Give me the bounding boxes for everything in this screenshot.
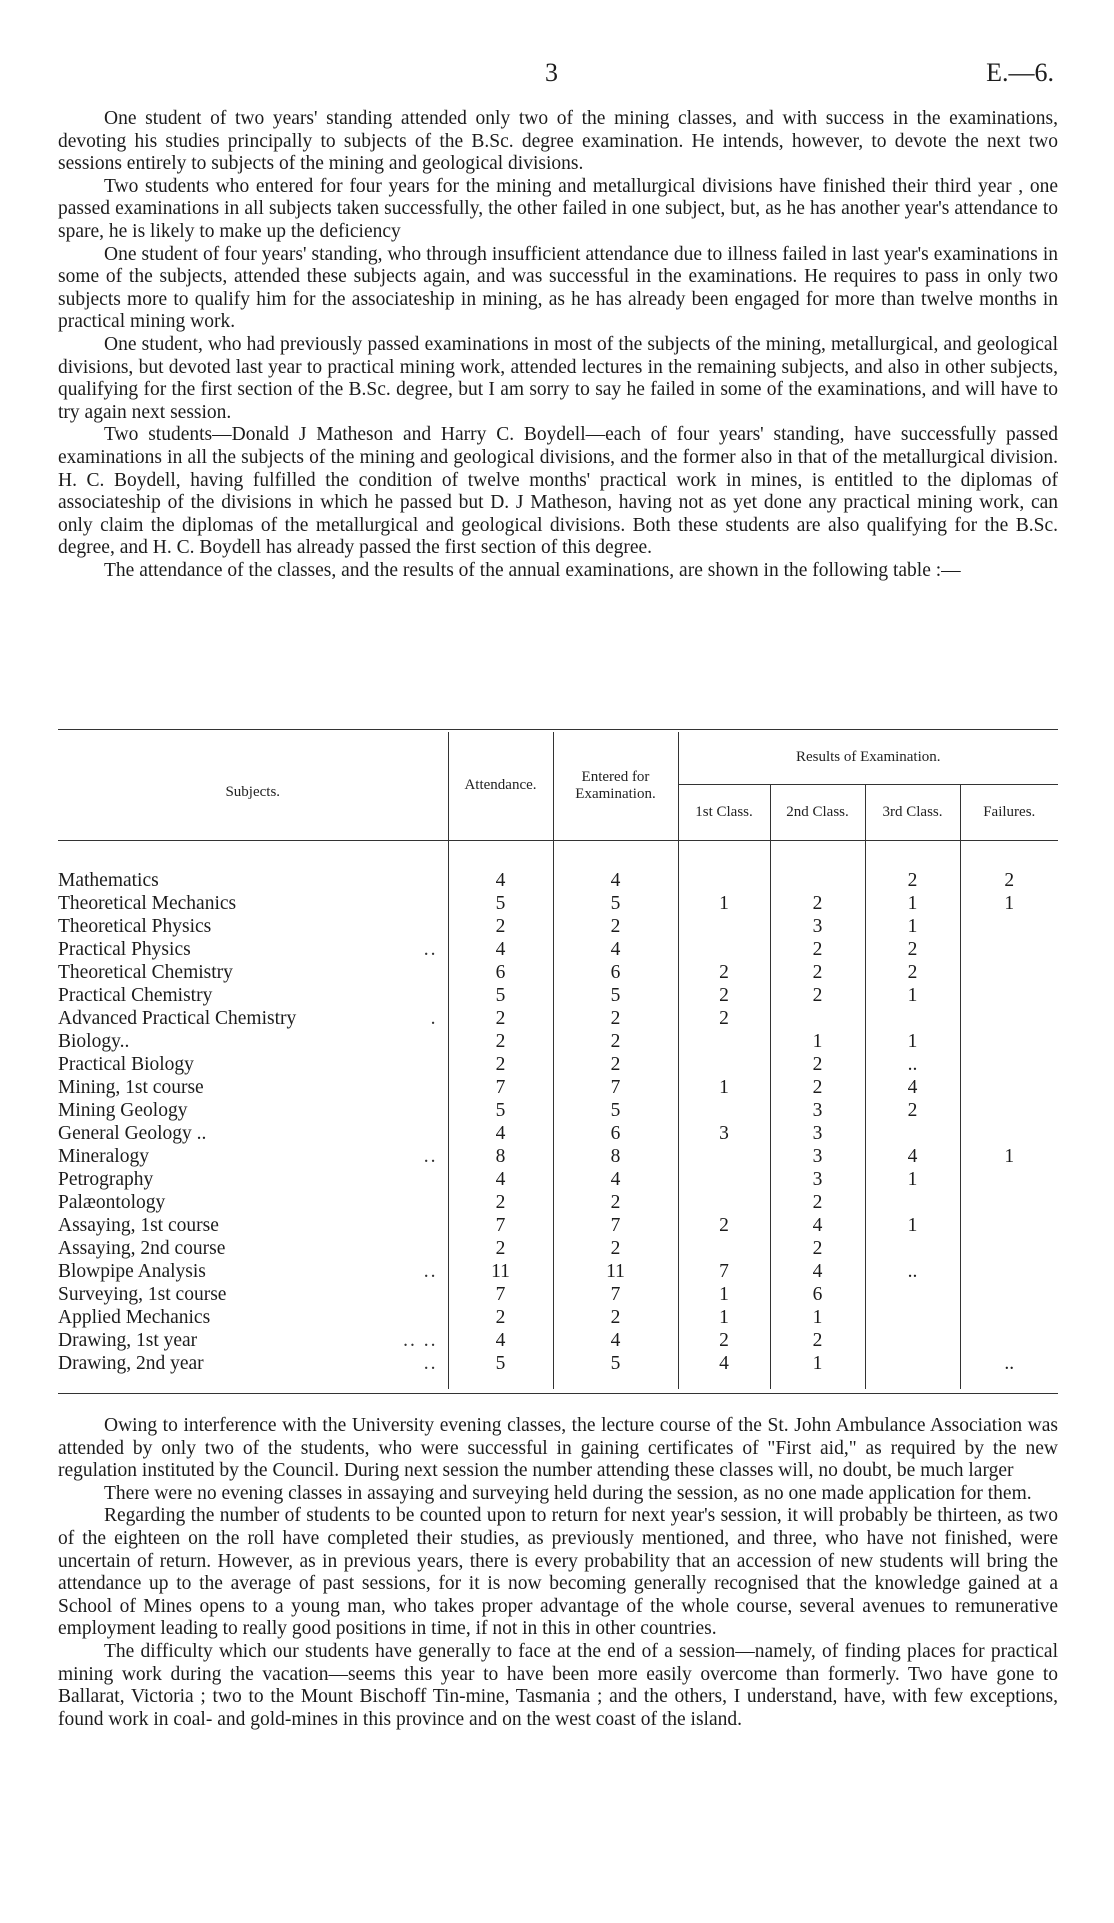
- failures-cell: ..: [960, 1352, 1058, 1389]
- subject-name: Palæontology: [58, 1191, 166, 1213]
- subject-name: Drawing, 2nd year: [58, 1352, 204, 1374]
- page-header: [0, 50, 1114, 90]
- failures-cell: [960, 1099, 1058, 1122]
- table-row: [58, 1260, 1058, 1283]
- table-row: [58, 869, 1058, 892]
- attendance-cell: 5: [448, 1352, 553, 1389]
- first-cell: 2: [678, 961, 770, 984]
- subject-cell: [58, 938, 448, 961]
- header-subjects: Subjects.: [58, 732, 448, 840]
- second-cell: 2: [770, 984, 865, 1007]
- second-cell: 2: [770, 938, 865, 961]
- entered-cell: 5: [553, 1099, 678, 1122]
- paragraph: Two students—Donald J Matheson and Harry C. Boydell—each of four years' standing, have successfully passed examinations in all the subjects of the mining and geological divisions, and the former also in that of the metallurgical division. H. C. Boydell, having fulfilled the condition of twelve months' practical work in mines, is entitled to the diplomas of associateship of the divisions in which he passed but D. J Matheson, having not as yet done any practical mining work, can only claim the diplomas of the metallurgical and geological divisions. Both these students are also qualifying for the B.Sc. degree, and H. C. Boydell has already passed the first section of this degree.: [58, 424, 1058, 559]
- first-cell: 1: [678, 892, 770, 915]
- failures-cell: [960, 1007, 1058, 1030]
- entered-cell: 4: [553, 1329, 678, 1352]
- entered-cell: 2: [553, 1007, 678, 1030]
- first-cell: 4: [678, 1352, 770, 1389]
- subject-cell: [58, 869, 448, 892]
- subject-cell: [58, 1099, 448, 1122]
- paragraph: The attendance of the classes, and the results of the annual examinations, are shown in the following table :—: [104, 559, 961, 581]
- second-cell: 2: [770, 1237, 865, 1260]
- subject-cell: [58, 1191, 448, 1214]
- third-cell: [865, 1007, 960, 1030]
- third-cell: [865, 1191, 960, 1214]
- table-row: [58, 892, 1058, 915]
- third-cell: 2: [865, 869, 960, 892]
- second-cell: 1: [770, 1306, 865, 1329]
- failures-cell: [960, 1237, 1058, 1260]
- second-cell: 1: [770, 1030, 865, 1053]
- leader-dots: .. ..: [403, 1329, 438, 1351]
- subject-name: Petrography: [58, 1168, 154, 1190]
- first-cell: [678, 915, 770, 938]
- entered-cell: 11: [553, 1260, 678, 1283]
- attendance-cell: 4: [448, 869, 553, 892]
- failures-cell: [960, 1076, 1058, 1099]
- attendance-cell: 2: [448, 915, 553, 938]
- attendance-cell: 2: [448, 1237, 553, 1260]
- failures-cell: 1: [960, 1145, 1058, 1168]
- first-cell: 1: [678, 1283, 770, 1306]
- third-cell: 1: [865, 1168, 960, 1191]
- subject-name: General Geology ..: [58, 1122, 207, 1144]
- third-cell: [865, 1329, 960, 1352]
- third-cell: [865, 1122, 960, 1145]
- subject-cell: [58, 1030, 448, 1053]
- subject-name: Drawing, 1st year: [58, 1329, 198, 1351]
- failures-cell: [960, 1191, 1058, 1214]
- second-cell: 2: [770, 1329, 865, 1352]
- first-cell: [678, 1145, 770, 1168]
- table-row: [58, 1191, 1058, 1214]
- table-row: [58, 961, 1058, 984]
- table-row: [58, 1214, 1058, 1237]
- subject-cell: [58, 1306, 448, 1329]
- third-cell: 2: [865, 1099, 960, 1122]
- third-cell: [865, 1306, 960, 1329]
- table-row: [58, 1030, 1058, 1053]
- entered-cell: 7: [553, 1283, 678, 1306]
- entered-cell: 2: [553, 915, 678, 938]
- leader-dots: ..: [423, 1145, 438, 1167]
- entered-cell: 5: [553, 892, 678, 915]
- subject-name: Theoretical Chemistry: [58, 961, 233, 983]
- third-cell: 2: [865, 938, 960, 961]
- table-row: [58, 1237, 1058, 1260]
- attendance-cell: 6: [448, 961, 553, 984]
- header-second-class: 2nd Class.: [770, 784, 865, 840]
- third-cell: 2: [865, 961, 960, 984]
- document-code: E.—6.: [986, 58, 1054, 87]
- paragraph: One student of two years' standing attended only two of the mining classes, and with success in the examinations, devoting his studies principally to subjects of the B.Sc. degree examination. He intends, however, to devote the next two sessions entirely to subjects of the mining and geological divisions.: [58, 108, 1058, 175]
- third-cell: 4: [865, 1145, 960, 1168]
- header-failures: Failures.: [960, 784, 1058, 840]
- subject-name: Advanced Practical Chemistry: [58, 1007, 297, 1029]
- entered-cell: 2: [553, 1237, 678, 1260]
- paragraph: The difficulty which our students have generally to face at the end of a session—namely, of finding places for practical mining work during the vacation—seems this year to have been more easily overcome than formerly. Two have gone to Ballarat, Victoria ; two to the Mount Bischoff Tin-mine, Tasmania ; and the others, I understand, have, with few exceptions, found work in coal- and gold-mines in this province and on the west coast of the island.: [58, 1640, 1058, 1730]
- second-cell: 3: [770, 1145, 865, 1168]
- third-cell: 1: [865, 892, 960, 915]
- subject-name: Mining, 1st course: [58, 1076, 204, 1098]
- subject-cell: [58, 1145, 448, 1168]
- third-cell: 1: [865, 984, 960, 1007]
- first-cell: 1: [678, 1076, 770, 1099]
- subject-cell: [58, 1237, 448, 1260]
- table-top-rule: [58, 729, 1058, 730]
- failures-cell: 1: [960, 892, 1058, 915]
- failures-cell: [960, 1283, 1058, 1306]
- table-row: [58, 938, 1058, 961]
- first-cell: 2: [678, 1007, 770, 1030]
- first-cell: [678, 1099, 770, 1122]
- first-cell: [678, 1191, 770, 1214]
- table-row: [58, 1168, 1058, 1191]
- third-cell: ..: [865, 1260, 960, 1283]
- table-bottom-rule: [58, 1393, 1058, 1394]
- paragraph: There were no evening classes in assaying and surveying held during the session, as no one made application for them.: [104, 1482, 1032, 1504]
- failures-cell: [960, 1122, 1058, 1145]
- subject-name: Mathematics: [58, 869, 159, 891]
- header-third-class: 3rd Class.: [865, 784, 960, 840]
- table-row: [58, 1122, 1058, 1145]
- table-row: [58, 1352, 1058, 1389]
- attendance-cell: 2: [448, 1030, 553, 1053]
- first-cell: [678, 1168, 770, 1191]
- attendance-cell: 4: [448, 1329, 553, 1352]
- third-cell: 1: [865, 915, 960, 938]
- subject-name: Theoretical Mechanics: [58, 892, 237, 914]
- entered-cell: 4: [553, 938, 678, 961]
- second-cell: 2: [770, 1053, 865, 1076]
- entered-cell: 5: [553, 1352, 678, 1389]
- attendance-cell: 2: [448, 1053, 553, 1076]
- leader-dots: ..: [423, 1260, 438, 1282]
- entered-cell: 4: [553, 869, 678, 892]
- subject-cell: [58, 1214, 448, 1237]
- subject-name: Assaying, 1st course: [58, 1214, 219, 1236]
- attendance-cell: 5: [448, 1099, 553, 1122]
- entered-cell: 7: [553, 1214, 678, 1237]
- attendance-cell: 2: [448, 1007, 553, 1030]
- attendance-cell: 4: [448, 1168, 553, 1191]
- subject-cell: [58, 1076, 448, 1099]
- second-cell: [770, 1007, 865, 1030]
- subject-name: Practical Chemistry: [58, 984, 213, 1006]
- entered-cell: 6: [553, 1122, 678, 1145]
- subject-cell: [58, 961, 448, 984]
- second-cell: 2: [770, 892, 865, 915]
- entered-cell: 5: [553, 984, 678, 1007]
- second-cell: 1: [770, 1352, 865, 1389]
- failures-cell: [960, 915, 1058, 938]
- first-cell: [678, 1030, 770, 1053]
- table-row: [58, 915, 1058, 938]
- subject-cell: [58, 892, 448, 915]
- subject-name: Blowpipe Analysis: [58, 1260, 206, 1282]
- first-cell: [678, 1053, 770, 1076]
- attendance-cell: 7: [448, 1076, 553, 1099]
- second-cell: 2: [770, 961, 865, 984]
- subject-name: Biology..: [58, 1030, 130, 1052]
- results-table: [58, 732, 1058, 1389]
- paragraph: Regarding the number of students to be counted upon to return for next year's session, it will probably be thirteen, as two of the eighteen on the roll have completed their studies, as previously mentioned, and three, who have not finished, were uncertain of return. However, as in previous years, there is every probability that an accession of new students will bring the attendance up to the average of past sessions, for it is now becoming generally recognised that the knowledge gained at a School of Mines opens to a young man, who takes proper advantage of the whole course, several avenues to remunerative employment leading to really good positions in time, if not in this in other countries.: [58, 1505, 1058, 1640]
- table-row: [58, 984, 1058, 1007]
- paragraph: One student, who had previously passed examinations in most of the subjects of the mining, metallurgical, and geological divisions, but devoted last year to practical mining work, attended lectures in the remaining subjects, and also in other subjects, qualifying for the first section of the B.Sc. degree, but I am sorry to say he failed in some of the examinations, and will have to try again next session.: [58, 333, 1058, 423]
- failures-cell: [960, 984, 1058, 1007]
- third-cell: 1: [865, 1030, 960, 1053]
- subject-name: Mining Geology: [58, 1099, 188, 1121]
- paragraph: One student of four years' standing, who through insufficient attendance due to illness failed in last year's examinations in some of the subjects, attended these subjects again, and was successful in the examinations. He requires to pass in only two subjects more to qualify him for the associateship in mining, as he has already been engaged for more than twelve months in practical mining work.: [58, 243, 1058, 333]
- subject-cell: [58, 1283, 448, 1306]
- table-row: [58, 1099, 1058, 1122]
- second-cell: 3: [770, 1122, 865, 1145]
- paragraph: Two students who entered for four years for the mining and metallurgical divisions have finished their third year , one passed examinations in all subjects taken successfully, the other failed in one subject, but, as he has another year's attendance to spare, he is likely to make up the deficiency: [58, 175, 1058, 242]
- leader-dots: ..: [423, 938, 438, 960]
- paragraph: Owing to interference with the University evening classes, the lecture course of the St. John Ambulance Association was attended by only two of the students, who were successful in gaining certificates of "First aid," as required by the new regulation instituted by the Council. During next session the number attending these classes will, no doubt, be much larger: [58, 1415, 1058, 1482]
- subject-cell: [58, 1168, 448, 1191]
- subject-cell: [58, 915, 448, 938]
- first-cell: 2: [678, 1214, 770, 1237]
- table-row: [58, 1306, 1058, 1329]
- failures-cell: [960, 961, 1058, 984]
- second-cell: 3: [770, 1168, 865, 1191]
- attendance-cell: 5: [448, 984, 553, 1007]
- third-cell: 1: [865, 1214, 960, 1237]
- entered-cell: 4: [553, 1168, 678, 1191]
- intro-text: [58, 108, 1058, 582]
- page-number: 3: [545, 58, 558, 87]
- second-cell: 3: [770, 1099, 865, 1122]
- header-first-class: 1st Class.: [678, 784, 770, 840]
- attendance-cell: 7: [448, 1214, 553, 1237]
- failures-cell: [960, 1030, 1058, 1053]
- leader-dots: .: [430, 1007, 438, 1029]
- closing-text: [58, 1415, 1058, 1731]
- failures-cell: [960, 1053, 1058, 1076]
- attendance-cell: 7: [448, 1283, 553, 1306]
- entered-cell: 2: [553, 1030, 678, 1053]
- header-attendance: Attendance.: [448, 732, 553, 840]
- second-cell: 4: [770, 1214, 865, 1237]
- table-row: [58, 1053, 1058, 1076]
- first-cell: [678, 938, 770, 961]
- subject-cell: [58, 1352, 448, 1389]
- attendance-cell: 4: [448, 1122, 553, 1145]
- header-entered: Entered for Examination.: [553, 732, 678, 840]
- leader-dots: ..: [423, 1352, 438, 1374]
- entered-cell: 2: [553, 1306, 678, 1329]
- header-results: Results of Examination.: [678, 732, 1058, 784]
- attendance-cell: 4: [448, 938, 553, 961]
- first-cell: [678, 1237, 770, 1260]
- subject-name: Applied Mechanics: [58, 1306, 211, 1328]
- first-cell: 2: [678, 984, 770, 1007]
- first-cell: [678, 869, 770, 892]
- entered-cell: 8: [553, 1145, 678, 1168]
- entered-cell: 7: [553, 1076, 678, 1099]
- subject-name: Surveying, 1st course: [58, 1283, 227, 1305]
- table-row: [58, 1076, 1058, 1099]
- table-row: [58, 1145, 1058, 1168]
- attendance-cell: 2: [448, 1306, 553, 1329]
- attendance-cell: 2: [448, 1191, 553, 1214]
- attendance-cell: 11: [448, 1260, 553, 1283]
- second-cell: 2: [770, 1076, 865, 1099]
- failures-cell: [960, 1329, 1058, 1352]
- entered-cell: 2: [553, 1191, 678, 1214]
- failures-cell: [960, 1168, 1058, 1191]
- entered-cell: 6: [553, 961, 678, 984]
- attendance-cell: 8: [448, 1145, 553, 1168]
- first-cell: 3: [678, 1122, 770, 1145]
- subject-cell: [58, 984, 448, 1007]
- subject-name: Practical Physics: [58, 938, 191, 960]
- table-row: [58, 1007, 1058, 1030]
- second-cell: [770, 869, 865, 892]
- third-cell: 4: [865, 1076, 960, 1099]
- first-cell: 1: [678, 1306, 770, 1329]
- subject-name: Assaying, 2nd course: [58, 1237, 226, 1259]
- subject-cell: [58, 1007, 448, 1030]
- subject-cell: [58, 1053, 448, 1076]
- attendance-cell: 5: [448, 892, 553, 915]
- subject-name: Practical Biology: [58, 1053, 194, 1075]
- subject-cell: [58, 1122, 448, 1145]
- entered-cell: 2: [553, 1053, 678, 1076]
- failures-cell: [960, 938, 1058, 961]
- first-cell: 7: [678, 1260, 770, 1283]
- third-cell: [865, 1237, 960, 1260]
- second-cell: 2: [770, 1191, 865, 1214]
- subject-name: Theoretical Physics: [58, 915, 212, 937]
- spacer-row: [58, 840, 1058, 869]
- failures-cell: [960, 1260, 1058, 1283]
- failures-cell: [960, 1306, 1058, 1329]
- subject-cell: [58, 1329, 448, 1352]
- failures-cell: [960, 1214, 1058, 1237]
- subject-name: Mineralogy: [58, 1145, 149, 1167]
- third-cell: [865, 1283, 960, 1306]
- failures-cell: 2: [960, 869, 1058, 892]
- second-cell: 4: [770, 1260, 865, 1283]
- third-cell: [865, 1352, 960, 1389]
- table-row: [58, 1283, 1058, 1306]
- second-cell: 6: [770, 1283, 865, 1306]
- subject-cell: [58, 1260, 448, 1283]
- second-cell: 3: [770, 915, 865, 938]
- table-row: [58, 1329, 1058, 1352]
- third-cell: ..: [865, 1053, 960, 1076]
- first-cell: 2: [678, 1329, 770, 1352]
